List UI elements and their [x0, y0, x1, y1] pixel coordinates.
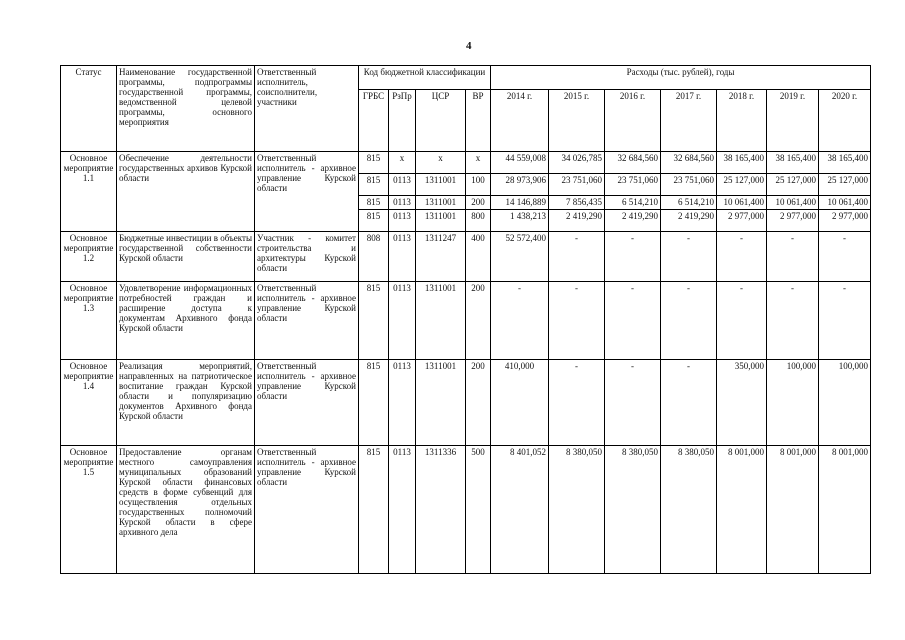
header-year-2019: 2019 г.: [767, 90, 819, 152]
table-row: [61, 360, 871, 446]
vr-cell: 500: [466, 446, 491, 574]
value-cell: 23 751,060: [549, 174, 605, 196]
value-cell: 8 001,000: [767, 446, 819, 574]
rzpr-cell: х: [389, 152, 416, 174]
value-cell: -: [661, 232, 717, 282]
value-cell: -: [549, 360, 605, 446]
value-cell: -: [605, 232, 661, 282]
vr-cell: 100: [466, 174, 491, 196]
value-cell: 8 380,050: [661, 446, 717, 574]
responsible-cell: Участник - комитет строительства и архитектуры Курской области: [255, 232, 359, 282]
value-cell: -: [767, 232, 819, 282]
name-cell: Обеспечение деятельности государственных архивов Курской области: [117, 152, 255, 232]
grbs-cell: 815: [359, 282, 389, 360]
name-cell: Бюджетные инвестиции в объекты государственной собственности Курской области: [117, 232, 255, 282]
value-cell: -: [717, 282, 767, 360]
name-cell: Удовлетворение информационных потребностей граждан и расширение доступа к документам Архивного фонда Курской области: [117, 282, 255, 360]
value-cell: 25 127,000: [819, 174, 871, 196]
responsible-cell: Ответственный исполнитель - архивное управление Курской области: [255, 446, 359, 574]
status-cell: Основное мероприятие 1.4: [61, 360, 117, 446]
value-cell: 2 977,000: [717, 210, 767, 232]
value-cell: 100,000: [819, 360, 871, 446]
value-cell: 52 572,400: [491, 232, 549, 282]
value-cell: 100,000: [767, 360, 819, 446]
rzpr-cell: 0113: [389, 446, 416, 574]
value-cell: -: [767, 282, 819, 360]
value-cell: 38 165,400: [767, 152, 819, 174]
vr-cell: 400: [466, 232, 491, 282]
grbs-cell: 815: [359, 360, 389, 446]
value-cell: -: [661, 282, 717, 360]
rzpr-cell: 0113: [389, 232, 416, 282]
value-cell: 1 438,213: [491, 210, 549, 232]
rzpr-cell: 0113: [389, 360, 416, 446]
value-cell: 44 559,008: [491, 152, 549, 174]
value-cell: 10 061,400: [717, 196, 767, 210]
value-cell: -: [819, 232, 871, 282]
table-row: [61, 282, 871, 360]
value-cell: -: [717, 232, 767, 282]
value-cell: 25 127,000: [767, 174, 819, 196]
value-cell: 38 165,400: [819, 152, 871, 174]
table-row: [61, 232, 871, 282]
value-cell: 8 380,050: [605, 446, 661, 574]
value-cell: 10 061,400: [819, 196, 871, 210]
value-cell: 34 026,785: [549, 152, 605, 174]
value-cell: -: [605, 282, 661, 360]
budget-table: [60, 65, 871, 574]
header-year-2020: 2020 г.: [819, 90, 871, 152]
value-cell: 2 977,000: [819, 210, 871, 232]
csr-cell: 1311001: [416, 282, 466, 360]
grbs-cell: 815: [359, 196, 389, 210]
csr-cell: х: [416, 152, 466, 174]
vr-cell: 800: [466, 210, 491, 232]
vr-cell: 200: [466, 282, 491, 360]
grbs-cell: 808: [359, 232, 389, 282]
value-cell: 8 001,000: [819, 446, 871, 574]
responsible-cell: Ответственный исполнитель - архивное управление Курской области: [255, 152, 359, 232]
value-cell: 23 751,060: [605, 174, 661, 196]
table-row: [61, 446, 871, 574]
value-cell: 32 684,560: [605, 152, 661, 174]
csr-cell: 1311001: [416, 360, 466, 446]
value-cell: -: [491, 282, 549, 360]
grbs-cell: 815: [359, 174, 389, 196]
value-cell: 8 001,000: [717, 446, 767, 574]
value-cell: 2 977,000: [767, 210, 819, 232]
table-row: [61, 152, 871, 174]
value-cell: 8 401,052: [491, 446, 549, 574]
responsible-cell: Ответственный исполнитель - архивное управление Курской области: [255, 360, 359, 446]
csr-cell: 1311247: [416, 232, 466, 282]
value-cell: 350,000: [717, 360, 767, 446]
header-name: Наименование государственной программы, подпрограммы государственной программы, ведомственной целевой программы, основного мероприятия: [117, 66, 255, 152]
grbs-cell: 815: [359, 210, 389, 232]
rzpr-cell: 0113: [389, 196, 416, 210]
header-vr: ВР: [466, 90, 491, 152]
vr-cell: 200: [466, 360, 491, 446]
header-responsible: Ответственный исполнитель, соисполнители, участники: [255, 66, 359, 152]
header-year-2015: 2015 г.: [549, 90, 605, 152]
value-cell: -: [819, 282, 871, 360]
value-cell: 2 419,290: [605, 210, 661, 232]
value-cell: 14 146,889: [491, 196, 549, 210]
header-csr: ЦСР: [416, 90, 466, 152]
vr-cell: 200: [466, 196, 491, 210]
vr-cell: х: [466, 152, 491, 174]
grbs-cell: 815: [359, 446, 389, 574]
name-cell: Предоставление органам местного самоуправления муниципальных образований Курской области финансовых средств в форме субвенций для осуществления отдельных государственных полномочий Курской области в сфере архивного дела: [117, 446, 255, 574]
status-cell: Основное мероприятие 1.1: [61, 152, 117, 232]
rzpr-cell: 0113: [389, 282, 416, 360]
page-number: 4: [466, 40, 472, 52]
value-cell: 32 684,560: [661, 152, 717, 174]
value-cell: -: [549, 282, 605, 360]
header-rzpr: РзПр: [389, 90, 416, 152]
value-cell: 410,000: [491, 360, 549, 446]
value-cell: 8 380,050: [549, 446, 605, 574]
value-cell: 10 061,400: [767, 196, 819, 210]
grbs-cell: 815: [359, 152, 389, 174]
name-cell: Реализация мероприятий, направленных на патриотическое воспитание граждан Курской области и популяризацию документов Архивного фонда Курской области: [117, 360, 255, 446]
csr-cell: 1311001: [416, 210, 466, 232]
value-cell: 28 973,906: [491, 174, 549, 196]
header-grbs: ГРБС: [359, 90, 389, 152]
csr-cell: 1311336: [416, 446, 466, 574]
value-cell: 7 856,435: [549, 196, 605, 210]
value-cell: 2 419,290: [661, 210, 717, 232]
value-cell: -: [549, 232, 605, 282]
value-cell: 25 127,000: [717, 174, 767, 196]
responsible-cell: Ответственный исполнитель - архивное управление Курской области: [255, 282, 359, 360]
value-cell: -: [661, 360, 717, 446]
value-cell: 2 419,290: [549, 210, 605, 232]
status-cell: Основное мероприятие 1.5: [61, 446, 117, 574]
rzpr-cell: 0113: [389, 210, 416, 232]
value-cell: 23 751,060: [661, 174, 717, 196]
status-cell: Основное мероприятие 1.2: [61, 232, 117, 282]
header-year-2014: 2014 г.: [491, 90, 549, 152]
value-cell: 6 514,210: [661, 196, 717, 210]
status-cell: Основное мероприятие 1.3: [61, 282, 117, 360]
header-year-2016: 2016 г.: [605, 90, 661, 152]
value-cell: 38 165,400: [717, 152, 767, 174]
value-cell: 6 514,210: [605, 196, 661, 210]
header-expenses: Расходы (тыс. рублей), годы: [491, 66, 871, 90]
table-body: [61, 152, 871, 574]
csr-cell: 1311001: [416, 196, 466, 210]
header-status: Статус: [61, 66, 117, 152]
csr-cell: 1311001: [416, 174, 466, 196]
header-year-2018: 2018 г.: [717, 90, 767, 152]
value-cell: -: [605, 360, 661, 446]
header-year-2017: 2017 г.: [661, 90, 717, 152]
header-budget-code: Код бюджетной классификации: [359, 66, 491, 90]
rzpr-cell: 0113: [389, 174, 416, 196]
